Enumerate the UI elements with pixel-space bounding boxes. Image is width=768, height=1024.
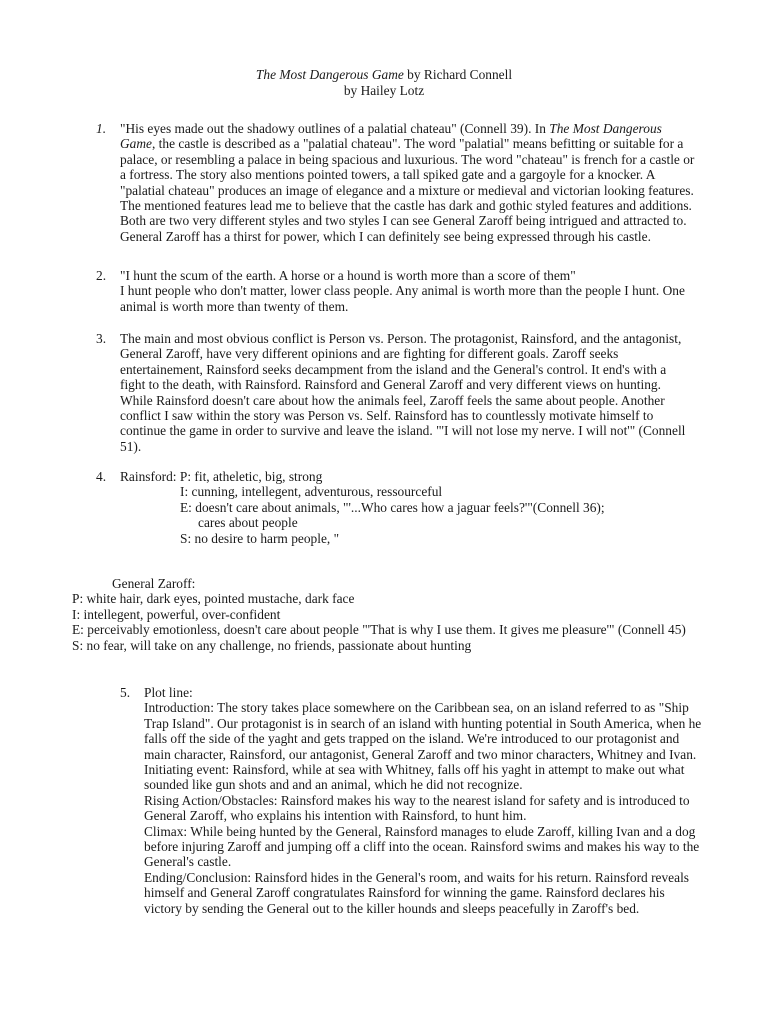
item1-text-a: "His eyes made out the shadowy outlines of a palatial chateau" (Connell 39). In bbox=[120, 121, 550, 136]
item-body bbox=[144, 685, 704, 916]
item-number: 1. bbox=[96, 121, 107, 136]
document-header bbox=[0, 67, 768, 99]
item-number: 4. bbox=[96, 469, 107, 484]
zaroff-section bbox=[72, 576, 692, 653]
rainsford-physical: Rainsford: P: fit, atheletic, big, strong bbox=[120, 469, 323, 484]
title-italic: The Most Dangerous Game bbox=[255, 67, 404, 82]
title-rest: by Richard Connell bbox=[403, 67, 513, 82]
zaroff-social: S: no fear, will take on any challenge, no friends, passionate about hunting bbox=[72, 637, 472, 653]
item-body bbox=[120, 268, 720, 314]
zaroff-intellectual: I: intellegent, powerful, over-confident bbox=[72, 606, 281, 622]
rainsford-intellectual: I: cunning, intellegent, adventurous, ressourceful bbox=[180, 484, 443, 500]
item2-quote: "I hunt the scum of the earth. A horse or a hound is worth more than a score of them" bbox=[120, 268, 576, 283]
rainsford-emotional-cont: cares about people bbox=[198, 515, 298, 531]
document-title bbox=[0, 67, 768, 83]
zaroff-title: General Zaroff: bbox=[112, 576, 196, 591]
item1-book-title: The Most Dangerous Game bbox=[120, 121, 662, 152]
item-body: The main and most obvious conflict is Person vs. Person. The protagonist, Rainsford, and the antagonist, General Zaroff, have very different opinions and are fighting for different goals. Zaroff seeks entertainement, Rainsford seeks decampment from the island and the General's control. It end's with a fight to the death, with Rainsford. Rainsford and General Zaroff and very different views on hunting. While Rainsford doesn't care about how the animals feel, Zaroff feels the same about people. Another conflict I saw within the story was Person vs. Self. Rainsford has to countlessly motivate himself to continue the game in order to survive and leave the island. "'I will not lose my nerve. I will not'" (Connell 51). bbox=[120, 331, 686, 454]
plot-rising-action: Rising Action/Obstacles: Rainsford makes his way to the nearest island for safety and is introduced to General Zaroff, who explains his intention with Rainsford, to hunt him. bbox=[144, 792, 690, 824]
plot-climax: Climax: While being hunted by the General, Rainsford manages to elude Zaroff, killing Ivan and a dog before injuring Zaroff and jumping off a cliff into the ocean. Rainsford swims and makes his way to the General's castle. bbox=[144, 823, 700, 870]
rainsford-social: S: no desire to harm people, " bbox=[180, 530, 340, 546]
zaroff-physical: P: white hair, dark eyes, pointed mustache, dark face bbox=[72, 591, 355, 607]
item-number: 5. bbox=[120, 685, 131, 700]
zaroff-emotional: E: perceivably emotionless, doesn't care about people "'That is why I use them. It gives me pleasure'" (Connell 45) bbox=[72, 622, 686, 638]
rainsford-emotional: E: doesn't care about animals, "'...Who cares how a jaguar feels?'"(Connell 36); bbox=[180, 499, 605, 515]
plot-heading: Plot line: bbox=[144, 685, 193, 700]
item-number: 2. bbox=[96, 268, 107, 283]
plot-initiating-event: Initiating event: Rainsford, while at sea with Whitney, falls off his yaght in attempt to make out what sounded like gun shots and and an animal, which he did not recognize. bbox=[144, 762, 685, 793]
plot-introduction: Introduction: The story takes place somewhere on the Caribbean sea, on an island referred to as "Ship Trap Island". Our protagonist is in search of an island with hunting potential in South America, when he falls off the side of the yaght and gets trapped on the island. We're introduced to our protagonist and main character, Rainsford, our antagonist, General Zaroff and two minor characters, Whitney and Ivan. bbox=[144, 700, 702, 762]
item1-text-b: , the castle is described as a "palatial chateau". The word "palatial" means befitting or suitable for a palace, or resembling a palace in being spacious and luxurious. The word "chateau" is french for a castle or a fortress. The story also mentions pointed towers, a tall spiked gate and a gargoyle for a knocker. A "palatial chateau" produces an image of elegance and a mixture or medieval and victorian looking features. The mentioned features lead me to believe that the castle has dark and gothic styled features and additions. Both are two very different styles and two styles I can see General Zaroff being intrigued and attracted to. General Zaroff has a thirst for power, which I can definitely see being expressed through his castle. bbox=[120, 136, 695, 244]
item-body bbox=[120, 121, 700, 244]
plot-ending: Ending/Conclusion: Rainsford hides in the General's room, and waits for his return. Rainsford reveals himself and General Zaroff congratulates Rainsford for winning the game. Rainsford declares his victory by sending the General out to the killer hounds and sleeps peacefully in Zaroff's bed. bbox=[144, 869, 689, 916]
item-body bbox=[120, 469, 680, 546]
item2-text: I hunt people who don't matter, lower class people. Any animal is worth more than the people I hunt. One animal is worth more than twenty of them. bbox=[120, 283, 685, 314]
item-number: 3. bbox=[96, 331, 107, 346]
document-author: by Hailey Lotz bbox=[343, 83, 425, 98]
